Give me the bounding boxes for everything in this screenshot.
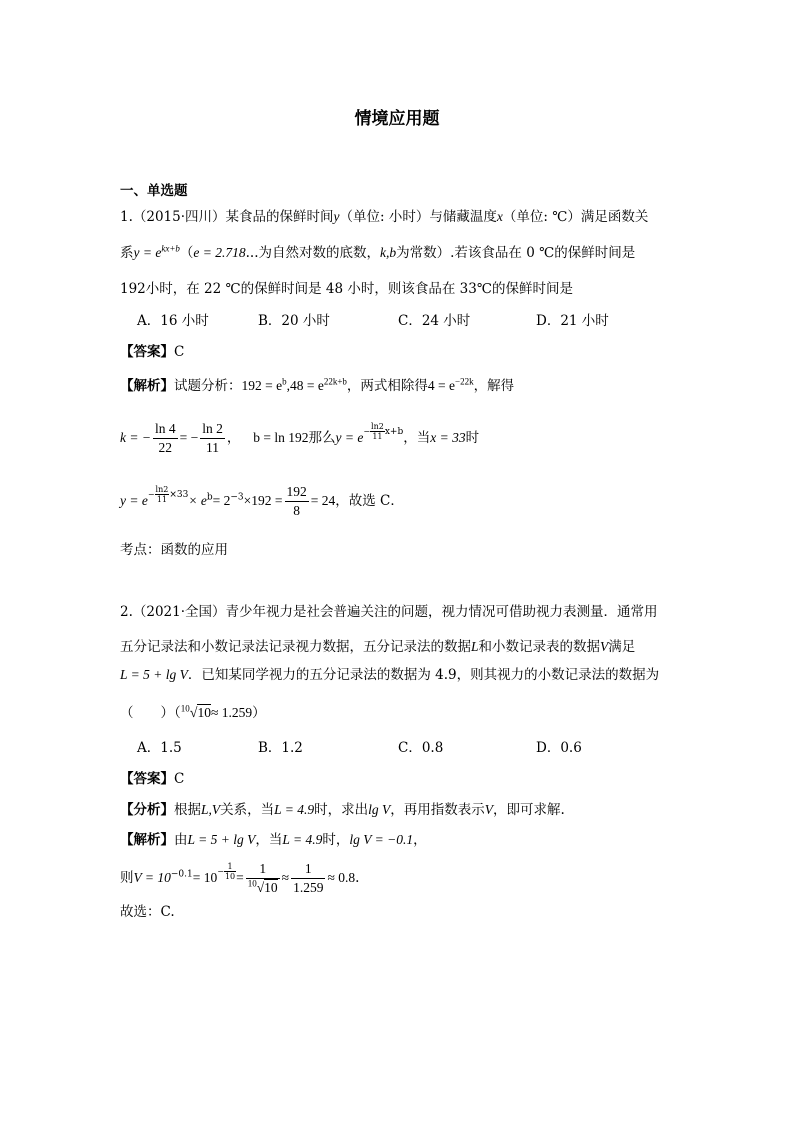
fraction-numerator: 192 [285, 483, 309, 502]
q2-root: $^{10}$√10 [180, 703, 211, 721]
q2-stem-text: 五分记录法和小数记录法记录视力数据，五分记录法的数据 [120, 639, 471, 655]
q2-option-c: C．0.8 [398, 740, 444, 756]
answer-value: C [174, 344, 185, 360]
eq-part: b = ln 192 [253, 430, 309, 445]
jiexi-text: ， [413, 832, 427, 848]
eq-part: V = 10 [133, 870, 171, 885]
answer-value: C [174, 771, 185, 787]
eq-part: = 10 [192, 870, 218, 885]
q1-e-value: e = 2.718 [193, 245, 246, 260]
q2-option-d: D．0.6 [536, 740, 582, 756]
eq-part: lg V [368, 802, 391, 817]
q1-stem-line3: 192小时，在 22 ℃的保鲜时间是 48 小时，则该食品在 33℃的保鲜时间是 [120, 281, 573, 297]
analysis-label: 【解析】 [120, 378, 174, 394]
eq-192 [242, 378, 347, 393]
q2-stem-text: ．已知某同学视力的五分记录法的数据为 4.9，则其视力的小数记录法的数据为 [187, 667, 660, 683]
fenxi-text: 根据 [174, 802, 201, 818]
eq-part: × e [188, 493, 207, 508]
eq-part: 4 = e [427, 378, 456, 393]
jiexi-text: ，当 [255, 832, 283, 848]
eq-part: L,V [201, 802, 221, 817]
eq-part: = 2 [212, 493, 231, 508]
eq-part: L = 4.9 [282, 832, 323, 847]
q2-approx: ≈ 1.259 [210, 705, 253, 720]
analysis-text: ，故选 C． [335, 493, 404, 509]
eq-part: y = e [120, 493, 148, 508]
q2-formula: L = 5 + lg V [120, 667, 188, 682]
q2-paren: ） [252, 705, 266, 721]
page-title: 情境应用题 [354, 109, 440, 129]
eq-exponent: −0.1 [170, 869, 193, 880]
eq-part: L = 4.9 [274, 802, 315, 817]
q1-stem-text: （单位: ℃）满足函数关 [502, 209, 649, 225]
q2-jiexi [120, 831, 427, 849]
q2-stem-line4 [120, 704, 266, 723]
fraction-denominator: 22 [158, 440, 173, 455]
q1-kb: k,b [380, 245, 397, 260]
fraction-numerator: 1 [291, 860, 325, 879]
q1-analysis-line3: $y = e^{- \frac{\ln 2}{11} \times 33}\times e^b= 2^{-3}\times 192$ = $\frac{192}{8}$ = 24，故选 C． [120, 484, 404, 518]
fraction-ln4-22 [153, 420, 178, 457]
q1-option-b: B．20 小时 [258, 313, 330, 329]
q1-stem-line2 [120, 244, 635, 262]
q1-analysis-line1 [120, 377, 514, 395]
eq-part: ×192 = [243, 493, 283, 508]
jiexi-text: 由 [174, 832, 188, 848]
eq-part: = − [179, 430, 199, 445]
root-radicand: 10 [197, 705, 211, 720]
eq-exponent: x+b [384, 427, 404, 437]
eq-exponent: −3 [230, 492, 244, 503]
q1-option-d: D．21 小时 [536, 313, 609, 329]
eq-exponent: b [282, 376, 287, 387]
section-heading: 一、单选题 [120, 183, 188, 199]
eq-part: ,48 = e [286, 378, 324, 393]
fraction-denominator: 11 [206, 440, 220, 455]
fenxi-text: 关系，当 [220, 802, 275, 818]
fraction-192-8 [285, 483, 309, 520]
q2-stem-line1: 2.（2021·全国）青少年视力是社会普遍关注的问题，视力情况可借助视力表测量．通常用 [120, 604, 658, 620]
fraction-numerator: ln 4 [153, 420, 178, 439]
q2-option-b: B．1.2 [258, 740, 303, 756]
q1-formula [134, 245, 180, 260]
eq-part: x = 33 [430, 430, 466, 445]
fraction-numerator: ln2 [371, 422, 384, 431]
q1-option-a: A．16 小时 [137, 313, 209, 329]
eq-part: ≈ [281, 870, 290, 885]
fenxi-text: 时，求出 [314, 802, 369, 818]
fraction-numerator: ln 2 [200, 420, 225, 439]
eq-part: L = 5 + lg V [187, 832, 256, 847]
fenxi-text: ，再用指数表示 [390, 802, 485, 818]
q1-stem-text: （ [179, 245, 194, 261]
q1-formula-exponent: kx+b [161, 243, 180, 254]
fraction-numerator: 1 [246, 860, 280, 879]
exponent-fraction [155, 485, 170, 504]
eq-part: ≈ 0.8 [327, 870, 356, 885]
analysis-text: 时 [465, 430, 480, 446]
q2-option-a: A．1.5 [137, 740, 182, 756]
q1-stem-text: 为常数）.若该食品在 0 ℃的保鲜时间是 [396, 245, 636, 261]
q2-stem-text: 满足 [608, 639, 636, 655]
fenxi-text: ，即可求解. [493, 802, 565, 818]
fraction-numerator: ln2 [155, 485, 169, 494]
fraction-numerator: 1 [224, 862, 236, 872]
exponent-fraction [224, 862, 236, 881]
eq-exponent: ×33 [169, 490, 189, 500]
root-index: 10 [247, 878, 257, 889]
q1-formula-base: y = e [133, 245, 162, 260]
analysis-text: 那么 [308, 430, 336, 446]
exponent-fraction [370, 422, 385, 441]
q2-paren: （ ）（ [120, 705, 181, 721]
analysis-text: 试题分析： [174, 378, 242, 394]
fenxi-label: 【分析】 [120, 802, 174, 818]
q2-var-L: L [471, 639, 479, 654]
eq-part: lg V = −0.1 [349, 832, 414, 847]
q1-var-y: y [333, 209, 340, 224]
eq-exponent: b [206, 492, 213, 503]
q1-analysis-line2: k = − $\frac{\ln 4}{22}$ = − $\frac{\ln 2}{11}$ ， b = ln 192那么$y = e^{- \frac{\ln 2}{11} x+b}$，当x = 33时 [120, 421, 480, 455]
q1-stem-text: （单位: 小时）与储藏温度 [339, 209, 497, 225]
eq-4 [428, 378, 474, 393]
eq-part: V [484, 802, 494, 817]
q1-option-c: C．24 小时 [398, 313, 471, 329]
fraction-denominator: 8 [293, 503, 300, 518]
fraction-denominator: 10 [224, 872, 236, 881]
q1-stem-text: 系 [120, 245, 134, 261]
answer-label: 【答案】 [120, 771, 174, 787]
analysis-text: ，解得 [473, 378, 515, 394]
q1-stem-line1 [120, 208, 648, 226]
q2-answer [120, 770, 184, 788]
analysis-text: ，当 [403, 430, 431, 446]
analysis-text: ，两式相除得 [346, 378, 428, 394]
fraction-denominator: 11 [156, 495, 168, 504]
jiexi-text: 时， [322, 832, 350, 848]
then-text: 则 [120, 870, 134, 886]
q2-conclusion: 故选：C. [120, 904, 175, 920]
eq-exponent: −22k [455, 376, 474, 387]
eq-part: = 24 [310, 493, 336, 508]
q1-stem-text: 1.（2015·四川）某食品的保鲜时间 [120, 209, 334, 225]
fraction-1-root10 [246, 860, 280, 897]
q1-kaodian: 考点：函数的应用 [120, 542, 228, 558]
eq-part: k = − [120, 430, 151, 445]
then-text: . [355, 870, 360, 886]
fraction-denominator: 1.259 [293, 880, 324, 895]
q2-then: 则$V = 10^{-0.1}= 10^{- \frac{1}{10}}$ = $\frac{1}{^{10}√10}$ ≈ $\frac{1}{1.259}$ ≈ 0.8. [120, 861, 360, 895]
eq-exponent: 22k+b [323, 376, 347, 387]
eq-part: 192 = e [241, 378, 283, 393]
jiexi-label: 【解析】 [120, 832, 174, 848]
fraction-denominator: 11 [372, 432, 383, 441]
q2-var-V: V [600, 639, 609, 654]
eq-part: y = e [335, 430, 364, 445]
q2-fenxi [120, 801, 565, 819]
fraction-denominator: $^{10}$√10 [247, 878, 278, 895]
q2-stem-line3 [120, 666, 659, 684]
fraction-1-1259 [291, 860, 325, 897]
root-index: 10 [180, 703, 190, 714]
q1-var-x: x [496, 209, 503, 224]
root-radicand: 10 [264, 880, 278, 895]
fraction-ln2-11 [200, 420, 225, 457]
q1-stem-text: ...为自然对数的底数， [245, 245, 381, 261]
answer-label: 【答案】 [120, 344, 174, 360]
q1-answer [120, 343, 184, 361]
q2-stem-text: 和小数记录表的数据 [478, 639, 601, 655]
q2-stem-line2 [120, 638, 635, 656]
